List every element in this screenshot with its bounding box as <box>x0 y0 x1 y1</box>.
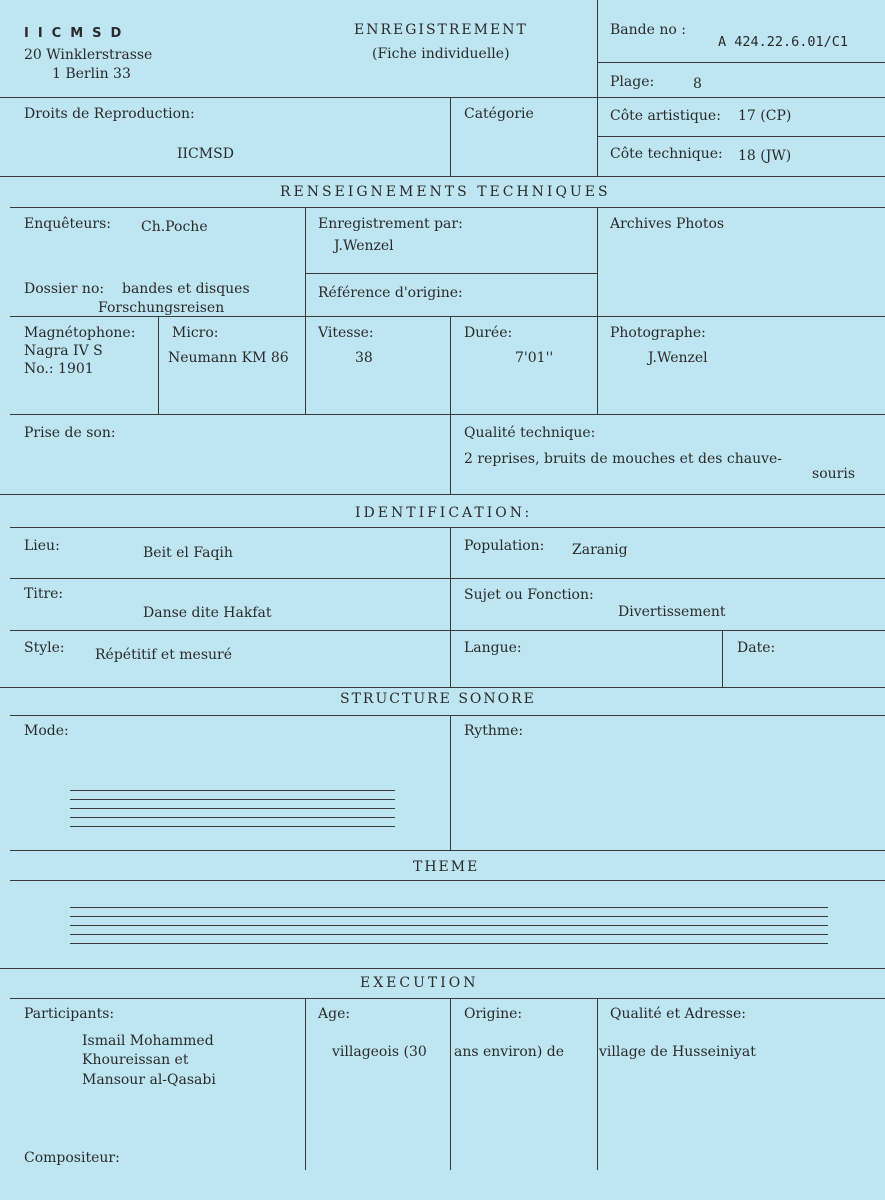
bande-value: A 424.22.6.01/C1 <box>718 34 849 50</box>
section-title: RENSEIGNEMENTS TECHNIQUES <box>280 184 611 200</box>
divider <box>305 207 306 414</box>
divider <box>10 630 885 631</box>
cote-technique-label: Côte technique: <box>610 146 723 162</box>
address-line: 20 Winklerstrasse <box>24 47 153 63</box>
staff-line <box>70 907 828 908</box>
staff-line <box>70 916 828 917</box>
participants-value: Khoureissan et <box>82 1052 189 1068</box>
divider <box>10 527 885 528</box>
origine-label: Origine: <box>464 1006 523 1022</box>
divider <box>0 176 885 177</box>
categorie-label: Catégorie <box>464 106 534 122</box>
micro-value: Neumann KM 86 <box>168 350 289 366</box>
adresse-label: Qualité et Adresse: <box>610 1006 746 1022</box>
divider <box>450 715 451 850</box>
divider <box>158 316 159 414</box>
droits-value: IICMSD <box>177 146 234 162</box>
age-value: villageois (30 <box>332 1044 427 1060</box>
duree-label: Durée: <box>464 325 513 341</box>
style-label: Style: <box>24 640 65 656</box>
rythme-label: Rythme: <box>464 723 524 739</box>
participants-value: Ismail Mohammed <box>82 1033 214 1049</box>
divider <box>597 136 885 137</box>
cote-artistique-value: 17 (CP) <box>738 108 792 124</box>
plage-label: Plage: <box>610 74 655 90</box>
divider <box>597 207 598 414</box>
divider <box>10 414 885 415</box>
divider <box>10 578 885 579</box>
qualite-value: souris <box>812 466 855 482</box>
vitesse-value: 38 <box>355 350 373 366</box>
address-line: 1 Berlin 33 <box>52 66 131 82</box>
adresse-value: village de Husseiniyat <box>599 1044 756 1060</box>
divider <box>597 998 598 1170</box>
divider <box>722 630 723 687</box>
dossier-value: Forschungsreisen <box>98 300 225 316</box>
enregistrement-par-value: J.Wenzel <box>334 238 394 254</box>
org-logo: IICMSD <box>24 26 131 41</box>
date-label: Date: <box>737 640 776 656</box>
prise-label: Prise de son: <box>24 425 116 441</box>
population-value: Zaranig <box>572 542 628 558</box>
style-value: Répétitif et mesuré <box>95 647 233 663</box>
staff-line <box>70 943 828 944</box>
reference-label: Référence d'origine: <box>318 285 463 301</box>
staff-line <box>70 925 828 926</box>
section-title: IDENTIFICATION: <box>355 505 533 521</box>
divider <box>305 273 597 274</box>
enregistrement-par-label: Enregistrement par: <box>318 216 463 232</box>
divider <box>0 97 885 98</box>
lieu-value: Beit el Faqih <box>143 545 233 561</box>
divider <box>0 494 885 495</box>
divider <box>10 715 885 716</box>
staff-line <box>70 799 395 800</box>
section-title: STRUCTURE SONORE <box>340 691 536 707</box>
participants-label: Participants: <box>24 1006 115 1022</box>
magnetophone-value: No.: 1901 <box>24 361 94 377</box>
sujet-value: Divertissement <box>618 604 726 620</box>
vitesse-label: Vitesse: <box>318 325 374 341</box>
staff-line <box>70 808 395 809</box>
dossier-value: bandes et disques <box>122 281 250 297</box>
divider <box>450 316 451 414</box>
divider <box>305 998 306 1170</box>
magnetophone-label: Magnétophone: <box>24 325 136 341</box>
staff-line <box>70 826 395 827</box>
section-title: EXECUTION <box>360 975 479 991</box>
divider <box>450 998 451 1170</box>
micro-label: Micro: <box>172 325 219 341</box>
compositeur-label: Compositeur: <box>24 1150 120 1166</box>
divider <box>450 527 451 687</box>
form-title: ENREGISTREMENT <box>354 22 528 38</box>
staff-line <box>70 790 395 791</box>
divider <box>0 968 885 969</box>
divider <box>450 97 451 176</box>
staff-line <box>70 817 395 818</box>
archives-label: Archives Photos <box>610 216 725 232</box>
section-title: THEME <box>413 859 480 875</box>
plage-value: 8 <box>693 76 702 92</box>
qualite-label: Qualité technique: <box>464 425 596 441</box>
enqueteurs-value: Ch.Poche <box>141 219 208 235</box>
sujet-label: Sujet ou Fonction: <box>464 587 594 603</box>
divider <box>450 414 451 494</box>
titre-value: Danse dite Hakfat <box>143 605 272 621</box>
divider <box>10 850 885 851</box>
population-label: Population: <box>464 538 545 554</box>
mode-label: Mode: <box>24 723 69 739</box>
dossier-label: Dossier no: <box>24 281 105 297</box>
photographe-value: J.Wenzel <box>648 350 708 366</box>
divider <box>597 62 885 63</box>
duree-value: 7'01'' <box>515 350 554 366</box>
divider <box>10 207 885 208</box>
qualite-value: 2 reprises, bruits de mouches et des chauve- <box>464 451 783 467</box>
divider <box>597 0 598 176</box>
magnetophone-value: Nagra IV S <box>24 343 103 359</box>
cote-artistique-label: Côte artistique: <box>610 108 721 124</box>
titre-label: Titre: <box>24 586 64 602</box>
divider <box>0 687 885 688</box>
divider <box>10 998 885 999</box>
droits-label: Droits de Reproduction: <box>24 106 195 122</box>
form-subtitle: (Fiche individuelle) <box>372 46 510 62</box>
enqueteurs-label: Enquêteurs: <box>24 216 112 232</box>
photographe-label: Photographe: <box>610 325 706 341</box>
age-label: Age: <box>318 1006 351 1022</box>
langue-label: Langue: <box>464 640 522 656</box>
origine-value: ans environ) de <box>454 1044 564 1060</box>
lieu-label: Lieu: <box>24 538 60 554</box>
cote-technique-value: 18 (JW) <box>738 148 792 164</box>
staff-line <box>70 934 828 935</box>
divider <box>10 880 885 881</box>
bande-label: Bande no : <box>610 22 686 38</box>
participants-value: Mansour al-Qasabi <box>82 1072 216 1088</box>
